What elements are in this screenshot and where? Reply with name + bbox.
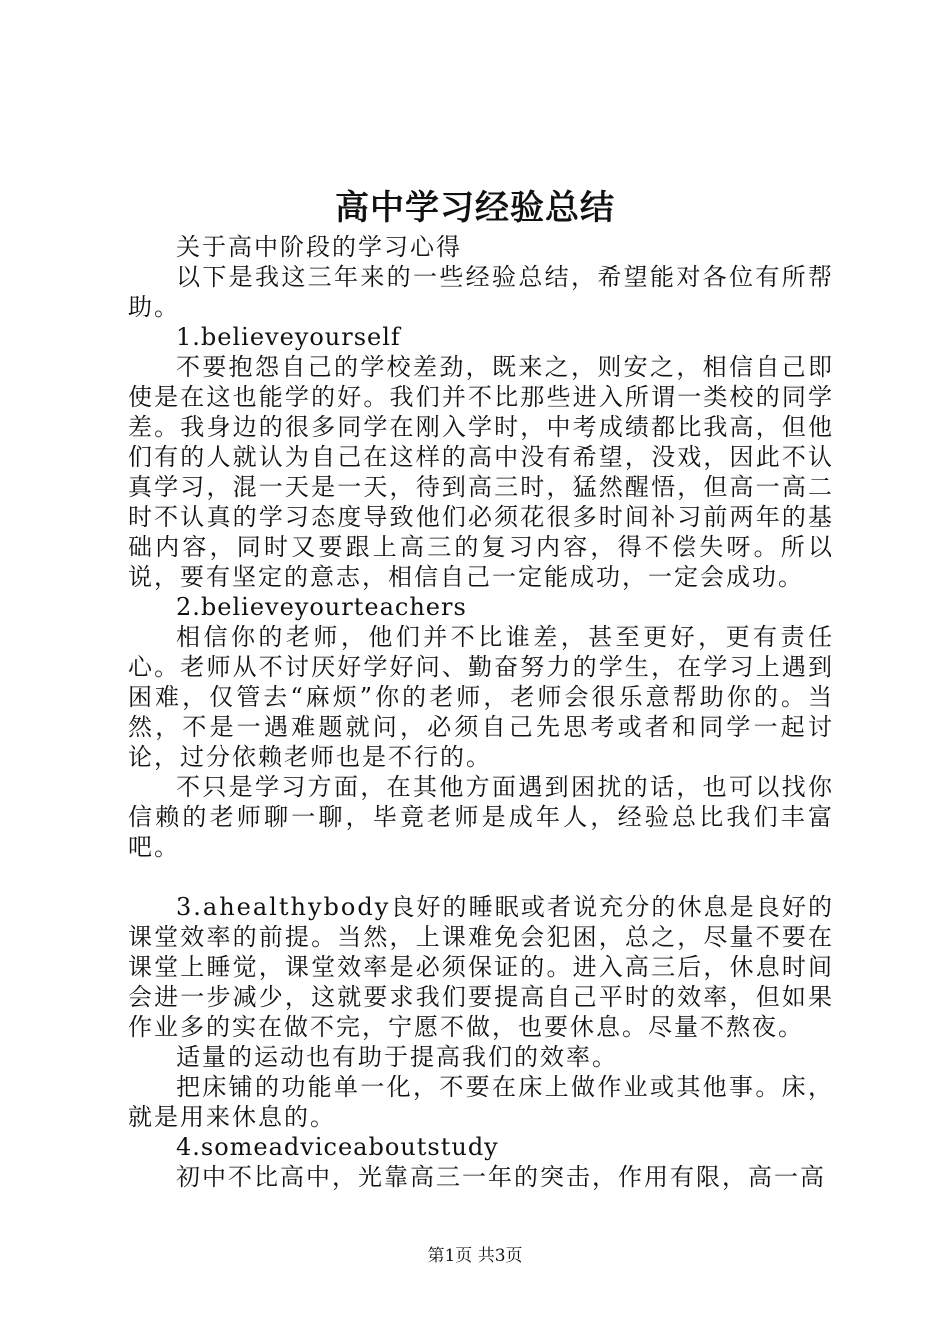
section-2-paragraph-extra: 不只是学习方面，在其他方面遇到困扰的话，也可以找你信赖的老师聊一聊，毕竟老师是成年人，经验总比我们丰富吧。: [128, 773, 834, 861]
document-body: [128, 232, 834, 1192]
intro-paragraph: 以下是我这三年来的一些经验总结，希望能对各位有所帮助。: [128, 263, 834, 321]
section-2-paragraph: 相信你的老师，他们并不比谁差，甚至更好，更有责任心。老师从不讨厌好学好问、勤奋努力的学生，在学习上遇到困难，仅管去“麻烦”你的老师，老师会很乐意帮助你的。当然，不是一遇难题就问，必须自己先思考或者和同学一起讨论，过分依赖老师也是不行的。: [128, 623, 834, 771]
page-number-footer: 第1页 共3页: [427, 1246, 523, 1266]
section-3-paragraph: 3.ahealthybody良好的睡眠或者说充分的休息是良好的课堂效率的前提。当然，上课难免会犯困，总之，尽量不要在课堂上睡觉，课堂效率是必须保证的。进入高三后，休息时间会进一步减少，这就要求我们要提高自己平时的效率，但如果作业多的实在做不完，宁愿不做，也要休息。尽量不熬夜。: [128, 893, 834, 1041]
section-3-paragraph-bed: 把床铺的功能单一化，不要在床上做作业或其他事。床，就是用来休息的。: [128, 1073, 834, 1131]
section-1-paragraph: 不要抱怨自己的学校差劲，既来之，则安之，相信自己即使是在这也能学的好。我们并不比那些进入所谓一类校的同学差。我身边的很多同学在刚入学时，中考成绩都比我高，但他们有的人就认为自己在这样的高中没有希望，没戏，因此不认真学习，混一天是一天，待到高三时，猛然醒悟，但高一高二时不认真的学习态度导致他们必须花很多时间补习前两年的基础内容，同时又要跟上高三的复习内容，得不偿失呀。所以说，要有坚定的意志，相信自己一定能成功，一定会成功。: [128, 353, 834, 591]
section-heading-4: 4.someadviceaboutstudy: [176, 1133, 499, 1161]
section-heading-2: 2.believeyourteachers: [176, 593, 467, 621]
subtitle-paragraph: 关于高中阶段的学习心得: [176, 233, 462, 261]
section-3-paragraph-exercise: 适量的运动也有助于提高我们的效率。: [176, 1043, 618, 1071]
section-4-paragraph: 初中不比高中，光靠高三一年的突击，作用有限，高一高: [176, 1163, 826, 1191]
document-title: 高中学习经验总结: [335, 188, 615, 228]
section-heading-1: 1.believeyourself: [176, 323, 401, 351]
